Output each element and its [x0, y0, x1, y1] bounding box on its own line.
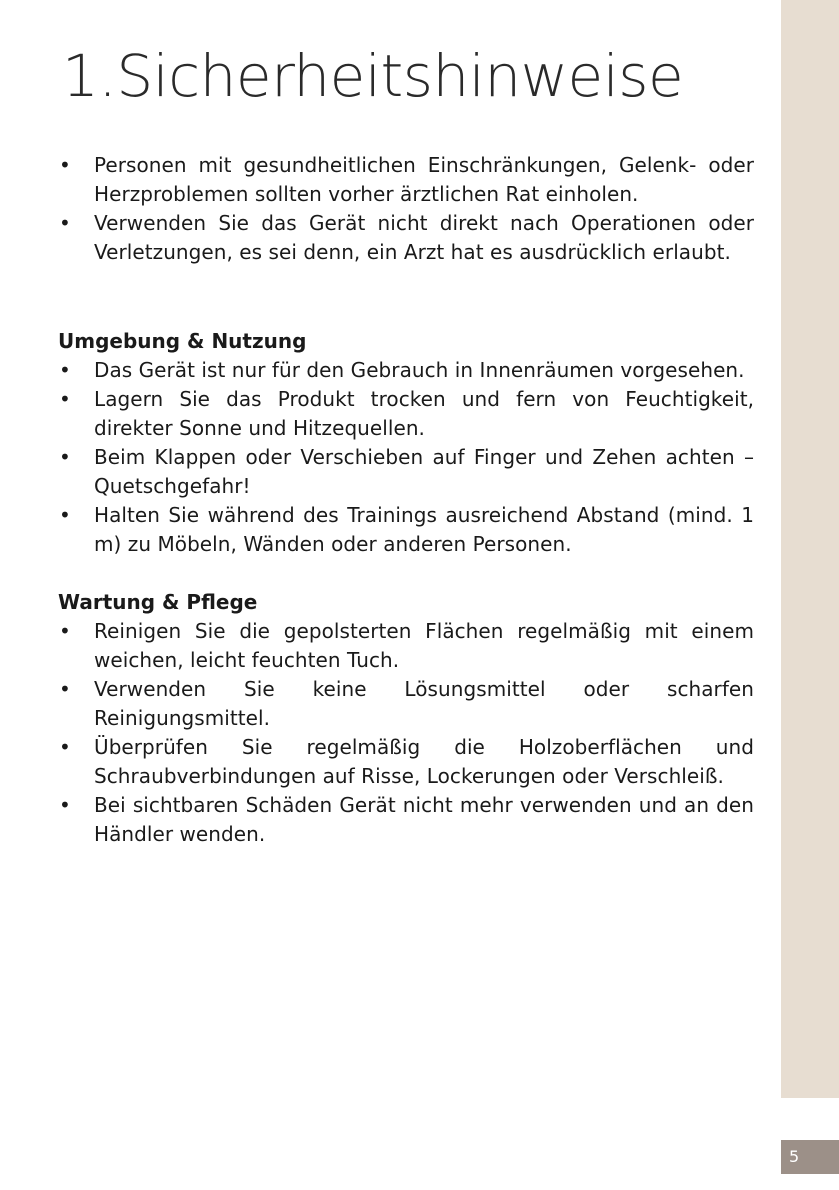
- page-title: 1.Sicherheitshinweise: [62, 42, 684, 110]
- list-item: • Verwenden Sie keine Lösungsmittel oder scharfen Reinigungsmittel.: [58, 675, 754, 733]
- general-safety-list: [58, 151, 754, 267]
- list-item: • Das Gerät ist nur für den Gebrauch in Innenräumen vorgesehen.: [58, 356, 754, 385]
- list-item: • Lagern Sie das Produkt trocken und fern von Feuchtigkeit, direkter Sonne und Hitzequellen.: [58, 385, 754, 443]
- list-item: • Überprüfen Sie regelmäßig die Holzoberflächen und Schraubverbindungen auf Risse, Lockerungen oder Verschleiß.: [58, 733, 754, 791]
- maintenance-list: [58, 617, 754, 849]
- environment-list: [58, 356, 754, 559]
- page-number: 5: [781, 1140, 839, 1174]
- list-item: • Beim Klappen oder Verschieben auf Finger und Zehen achten – Quetschgefahr!: [58, 443, 754, 501]
- section-heading-maintenance: Wartung & Pflege: [58, 590, 258, 614]
- section-heading-environment: Umgebung & Nutzung: [58, 329, 307, 353]
- list-item: • Bei sichtbaren Schäden Gerät nicht mehr verwenden und an den Händler wenden.: [58, 791, 754, 849]
- side-color-strip: [781, 0, 839, 1098]
- list-item: • Verwenden Sie das Gerät nicht direkt nach Operationen oder Verletzungen, es sei denn, ein Arzt hat es ausdrücklich erlaubt.: [58, 209, 754, 267]
- page-content: [58, 40, 754, 849]
- list-item: • Personen mit gesundheitlichen Einschränkungen, Gelenk- oder Herzproblemen sollten vorher ärztlichen Rat einholen.: [58, 151, 754, 209]
- list-item: • Halten Sie während des Trainings ausreichend Abstand (mind. 1 m) zu Möbeln, Wänden oder anderen Personen.: [58, 501, 754, 559]
- list-item: • Reinigen Sie die gepolsterten Flächen regelmäßig mit einem weichen, leicht feuchten Tuch.: [58, 617, 754, 675]
